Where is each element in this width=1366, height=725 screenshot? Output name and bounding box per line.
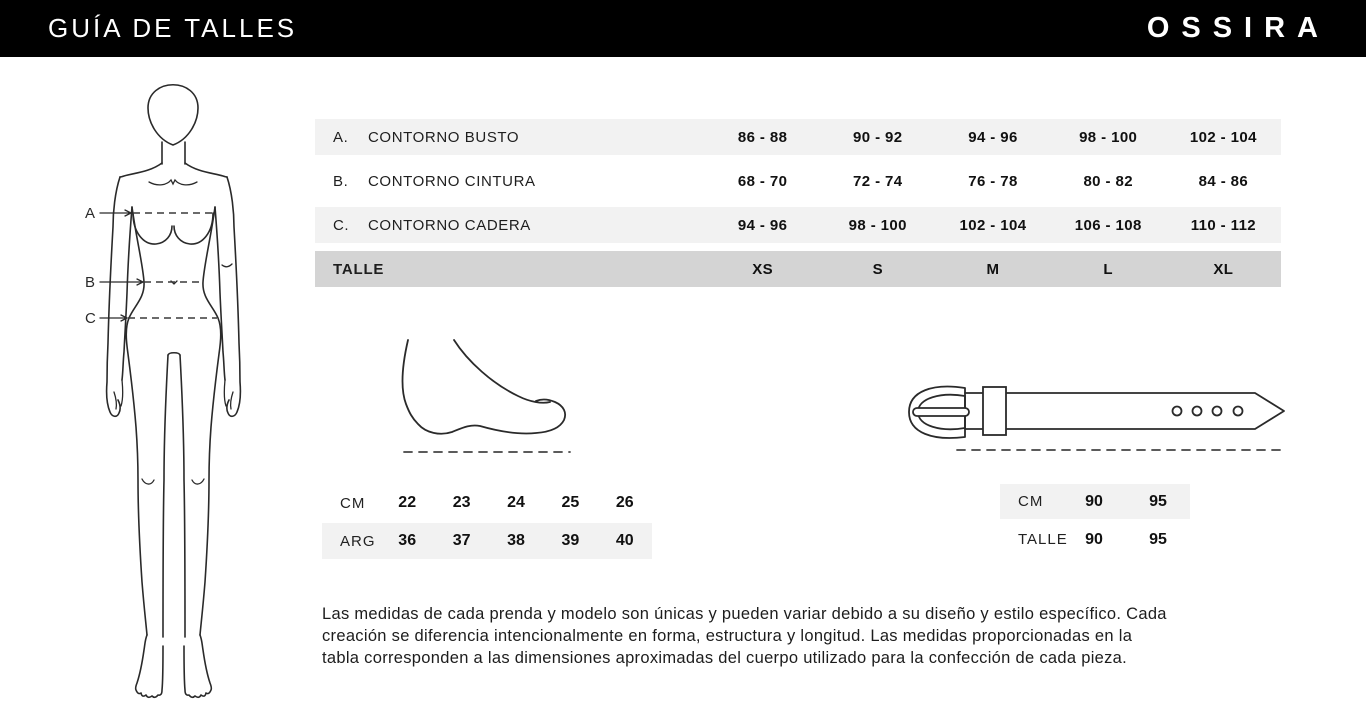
cell-value: L — [1103, 260, 1113, 278]
page-title: GUÍA DE TALLES — [48, 13, 298, 43]
hip-arrow — [100, 315, 127, 321]
row-label: CM — [340, 494, 366, 512]
cell-value: 84 - 86 — [1198, 172, 1249, 190]
cell-value: 86 - 88 — [737, 128, 788, 146]
disclaimer-line: tabla corresponden a las dimensiones aproximadas del cuerpo utilizado para la confección de cada pieza. — [322, 649, 1128, 667]
cell-value: M — [986, 260, 1000, 278]
cell-value: 24 — [507, 494, 525, 511]
cell-value: S — [872, 260, 883, 278]
row-label: CM — [1018, 493, 1044, 510]
cell-value: 98 - 100 — [848, 216, 907, 234]
cell-value: 25 — [561, 494, 580, 511]
disclaimer-line: Las medidas de cada prenda y modelo son únicas y pueden variar debido a su diseño y estilo específico. Cada — [322, 605, 1167, 623]
bust-letter-label: A — [85, 205, 96, 222]
cell-value: XS — [752, 260, 773, 278]
cell-value: 95 — [1149, 492, 1167, 510]
header-bar — [0, 0, 1366, 57]
foot-icon — [398, 336, 573, 461]
row-label: TALLE — [1018, 531, 1068, 548]
cell-value: 39 — [561, 532, 580, 549]
row-label — [315, 217, 705, 234]
female-figure-sketch-icon — [70, 62, 305, 717]
hip-letter-label: C — [85, 310, 96, 327]
waist-letter-label: B — [85, 274, 96, 291]
cell-value: 90 — [1085, 530, 1103, 548]
cell-value: 106 - 108 — [1074, 216, 1142, 234]
row-name: TALLE — [333, 260, 385, 278]
belt-talle-row — [1000, 522, 1190, 557]
bust-arrow — [100, 210, 131, 216]
row-name: CONTORNO BUSTO — [368, 128, 520, 146]
disclaimer-text — [322, 603, 1302, 669]
cell-value: 76 - 78 — [968, 172, 1018, 190]
brand-logo: OSSIRA — [1146, 12, 1330, 44]
cell-value: 102 - 104 — [959, 216, 1027, 234]
row-prefix: B. — [333, 172, 349, 190]
cell-value: 90 — [1085, 492, 1103, 510]
table-row-hip — [315, 207, 1281, 243]
belt-cm-row — [1000, 484, 1190, 519]
row-label — [315, 173, 705, 190]
cell-value: 26 — [615, 494, 634, 511]
foot-sketch — [398, 336, 573, 461]
cell-value: 94 - 96 — [737, 216, 788, 234]
belt-size-table — [1000, 484, 1190, 560]
table-row-bust — [315, 119, 1281, 155]
row-prefix: A. — [333, 128, 349, 146]
table-row-sizes — [315, 251, 1281, 287]
shoe-size-table — [322, 485, 652, 561]
cell-value: 37 — [452, 532, 471, 549]
row-name: CONTORNO CINTURA — [368, 172, 536, 190]
shoe-arg-row — [322, 523, 652, 559]
shoe-cm-row — [322, 485, 652, 521]
size-table — [315, 119, 1281, 295]
cell-value: 38 — [507, 532, 525, 549]
belt-sketch — [903, 380, 1288, 458]
cell-value: 95 — [1149, 530, 1167, 548]
row-label — [315, 261, 705, 278]
belt-icon — [903, 380, 1288, 458]
cell-value: 23 — [452, 494, 471, 511]
disclaimer-line: creación se diferencia intencionalmente en forma, estructura y longitud. Las medidas proporcionadas en la — [322, 627, 1133, 645]
row-label: ARG — [340, 532, 376, 550]
row-label — [315, 129, 705, 146]
cell-value: 72 - 74 — [853, 172, 903, 190]
cell-value: 98 - 100 — [1079, 128, 1138, 146]
cell-value: 68 - 70 — [737, 172, 788, 190]
cell-value: 36 — [398, 532, 417, 549]
cell-value: XL — [1213, 260, 1234, 278]
row-name: CONTORNO CADERA — [368, 216, 531, 234]
cell-value: 90 - 92 — [853, 128, 903, 146]
cell-value: 80 - 82 — [1083, 172, 1133, 190]
table-row-waist — [315, 163, 1281, 199]
cell-value: 110 - 112 — [1190, 216, 1257, 234]
cell-value: 94 - 96 — [968, 128, 1018, 146]
waist-arrow — [100, 279, 143, 285]
cell-value: 40 — [615, 532, 634, 549]
body-measurement-figure — [70, 62, 305, 717]
row-prefix: C. — [333, 216, 350, 234]
cell-value: 22 — [398, 494, 417, 511]
cell-value: 102 - 104 — [1189, 128, 1257, 146]
